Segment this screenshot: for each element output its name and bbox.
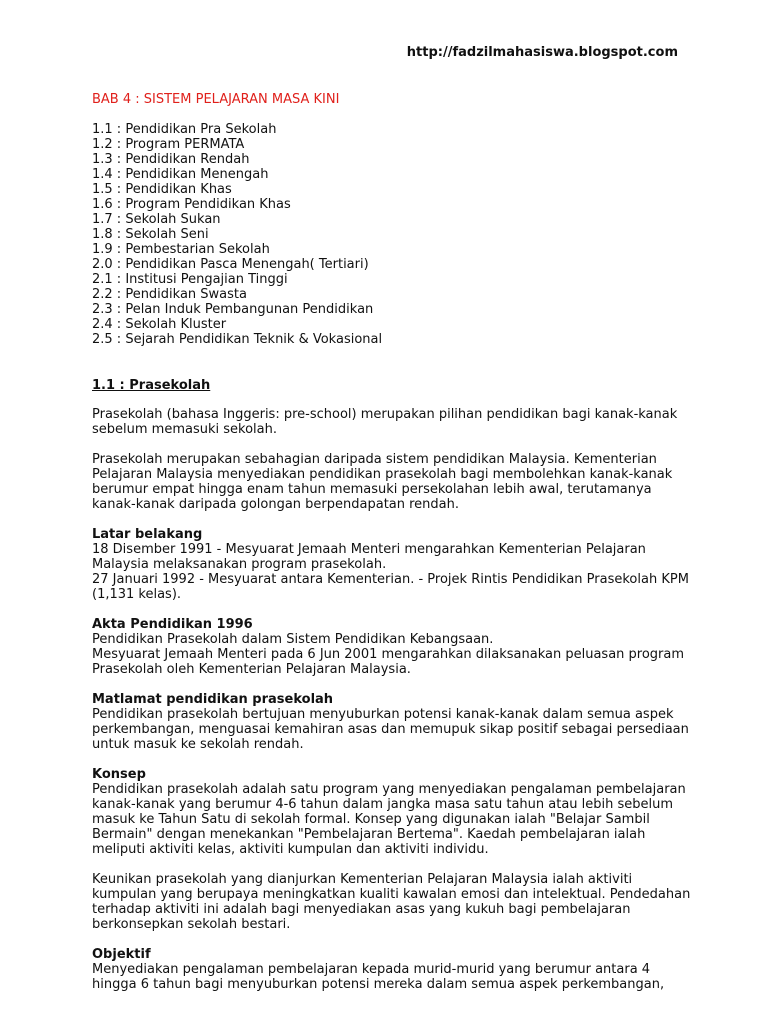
objective-text: Menyediakan pengalaman pembelajaran kepada murid-murid yang berumur antara 4 hingga 6 tahun bagi menyuburkan potensi mereka dalam semua aspek perkembangan, (92, 962, 665, 992)
concept-text: Pendidikan prasekolah adalah satu program yang menyediakan pengalaman pembelajaran kanak-kanak yang berumur 4-6 tahun dalam jangka masa satu tahun atau lebih sebelum masuk ke Tahun Satu di sekolah formal. Konsep yang digunakan ialah "Belajar Sambil Bermain" dengan menekankan "Pembelajaran Bertema". Kaedah pembelajaran ialah meliputi aktiviti kelas, aktiviti kumpulan dan aktiviti individu. (92, 782, 686, 857)
concept-heading: Konsep (92, 767, 146, 782)
document-body (92, 92, 692, 1007)
toc-item: 1.4 : Pendidikan Menengah (92, 167, 269, 182)
goal-text: Pendidikan prasekolah bertujuan menyuburkan potensi kanak-kanak dalam semua aspek perkembangan, menguasai kemahiran asas dan memupuk sikap positif sebagai persediaan untuk masuk ke sekolah rendah. (92, 707, 689, 752)
act-block (92, 617, 692, 677)
toc-item: 2.4 : Sekolah Kluster (92, 317, 227, 332)
toc-item: 2.1 : Institusi Pengajian Tinggi (92, 272, 288, 287)
background-line: 27 Januari 1992 - Mesyuarat antara Kementerian. - Projek Rintis Pendidikan Prasekolah KPM (1,131 kelas). (92, 572, 689, 602)
toc-item: 2.3 : Pelan Induk Pembangunan Pendidikan (92, 302, 374, 317)
toc-item: 2.2 : Pendidikan Swasta (92, 287, 247, 302)
toc-item: 2.5 : Sejarah Pendidikan Teknik & Vokasional (92, 332, 383, 347)
concept-block (92, 767, 692, 857)
toc-item: 1.5 : Pendidikan Khas (92, 182, 232, 197)
toc-item: 1.8 : Sekolah Seni (92, 227, 209, 242)
goal-heading: Matlamat pendidikan prasekolah (92, 692, 334, 707)
act-heading: Akta Pendidikan 1996 (92, 617, 253, 632)
toc-item: 1.2 : Program PERMATA (92, 137, 245, 152)
toc-item: 1.1 : Pendidikan Pra Sekolah (92, 122, 277, 137)
background-line: 18 Disember 1991 - Mesyuarat Jemaah Menteri mengarahkan Kementerian Pelajaran Malaysia melaksanakan program prasekolah. (92, 542, 646, 572)
uniqueness-paragraph: Keunikan prasekolah yang dianjurkan Kementerian Pelajaran Malaysia ialah aktiviti kumpulan yang berupaya meningkatkan kualiti kawalan emosi dan intelektual. Pendedahan terhadap aktiviti ini adalah bagi menyediakan asas yang kukuh bagi pembelajaran berkonsepkan sekolah bestari. (92, 872, 691, 932)
background-block (92, 527, 692, 602)
goal-block (92, 692, 692, 752)
header-url: http://fadzilmahasiswa.blogspot.com (406, 45, 678, 60)
section-title: 1.1 : Prasekolah (92, 378, 211, 393)
toc-item: 1.6 : Program Pendidikan Khas (92, 197, 291, 212)
act-line: Pendidikan Prasekolah dalam Sistem Pendidikan Kebangsaan. (92, 632, 494, 647)
toc-item: 2.0 : Pendidikan Pasca Menengah( Tertiari) (92, 257, 369, 272)
toc-item: 1.3 : Pendidikan Rendah (92, 152, 250, 167)
chapter-title: BAB 4 : SISTEM PELAJARAN MASA KINI (92, 92, 340, 107)
intro-paragraph: Prasekolah (bahasa Inggeris: pre-school) merupakan pilihan pendidikan bagi kanak-kanak sebelum memasuki sekolah. (92, 407, 678, 437)
toc-item: 1.7 : Sekolah Sukan (92, 212, 221, 227)
toc-item: 1.9 : Pembestarian Sekolah (92, 242, 270, 257)
background-heading: Latar belakang (92, 527, 203, 542)
table-of-contents (92, 122, 692, 347)
objective-heading: Objektif (92, 947, 151, 962)
act-line: Mesyuarat Jemaah Menteri pada 6 Jun 2001 mengarahkan dilaksanakan peluasan program Prasekolah oleh Kementerian Pelajaran Malaysia. (92, 647, 685, 677)
overview-paragraph: Prasekolah merupakan sebahagian daripada sistem pendidikan Malaysia. Kementerian Pelajaran Malaysia menyediakan pendidikan prasekolah bagi membolehkan kanak-kanak berumur empat hingga enam tahun memasuki persekolahan lebih awal, terutamanya kanak-kanak daripada golongan berpendapatan rendah. (92, 452, 673, 512)
objective-block (92, 947, 692, 992)
